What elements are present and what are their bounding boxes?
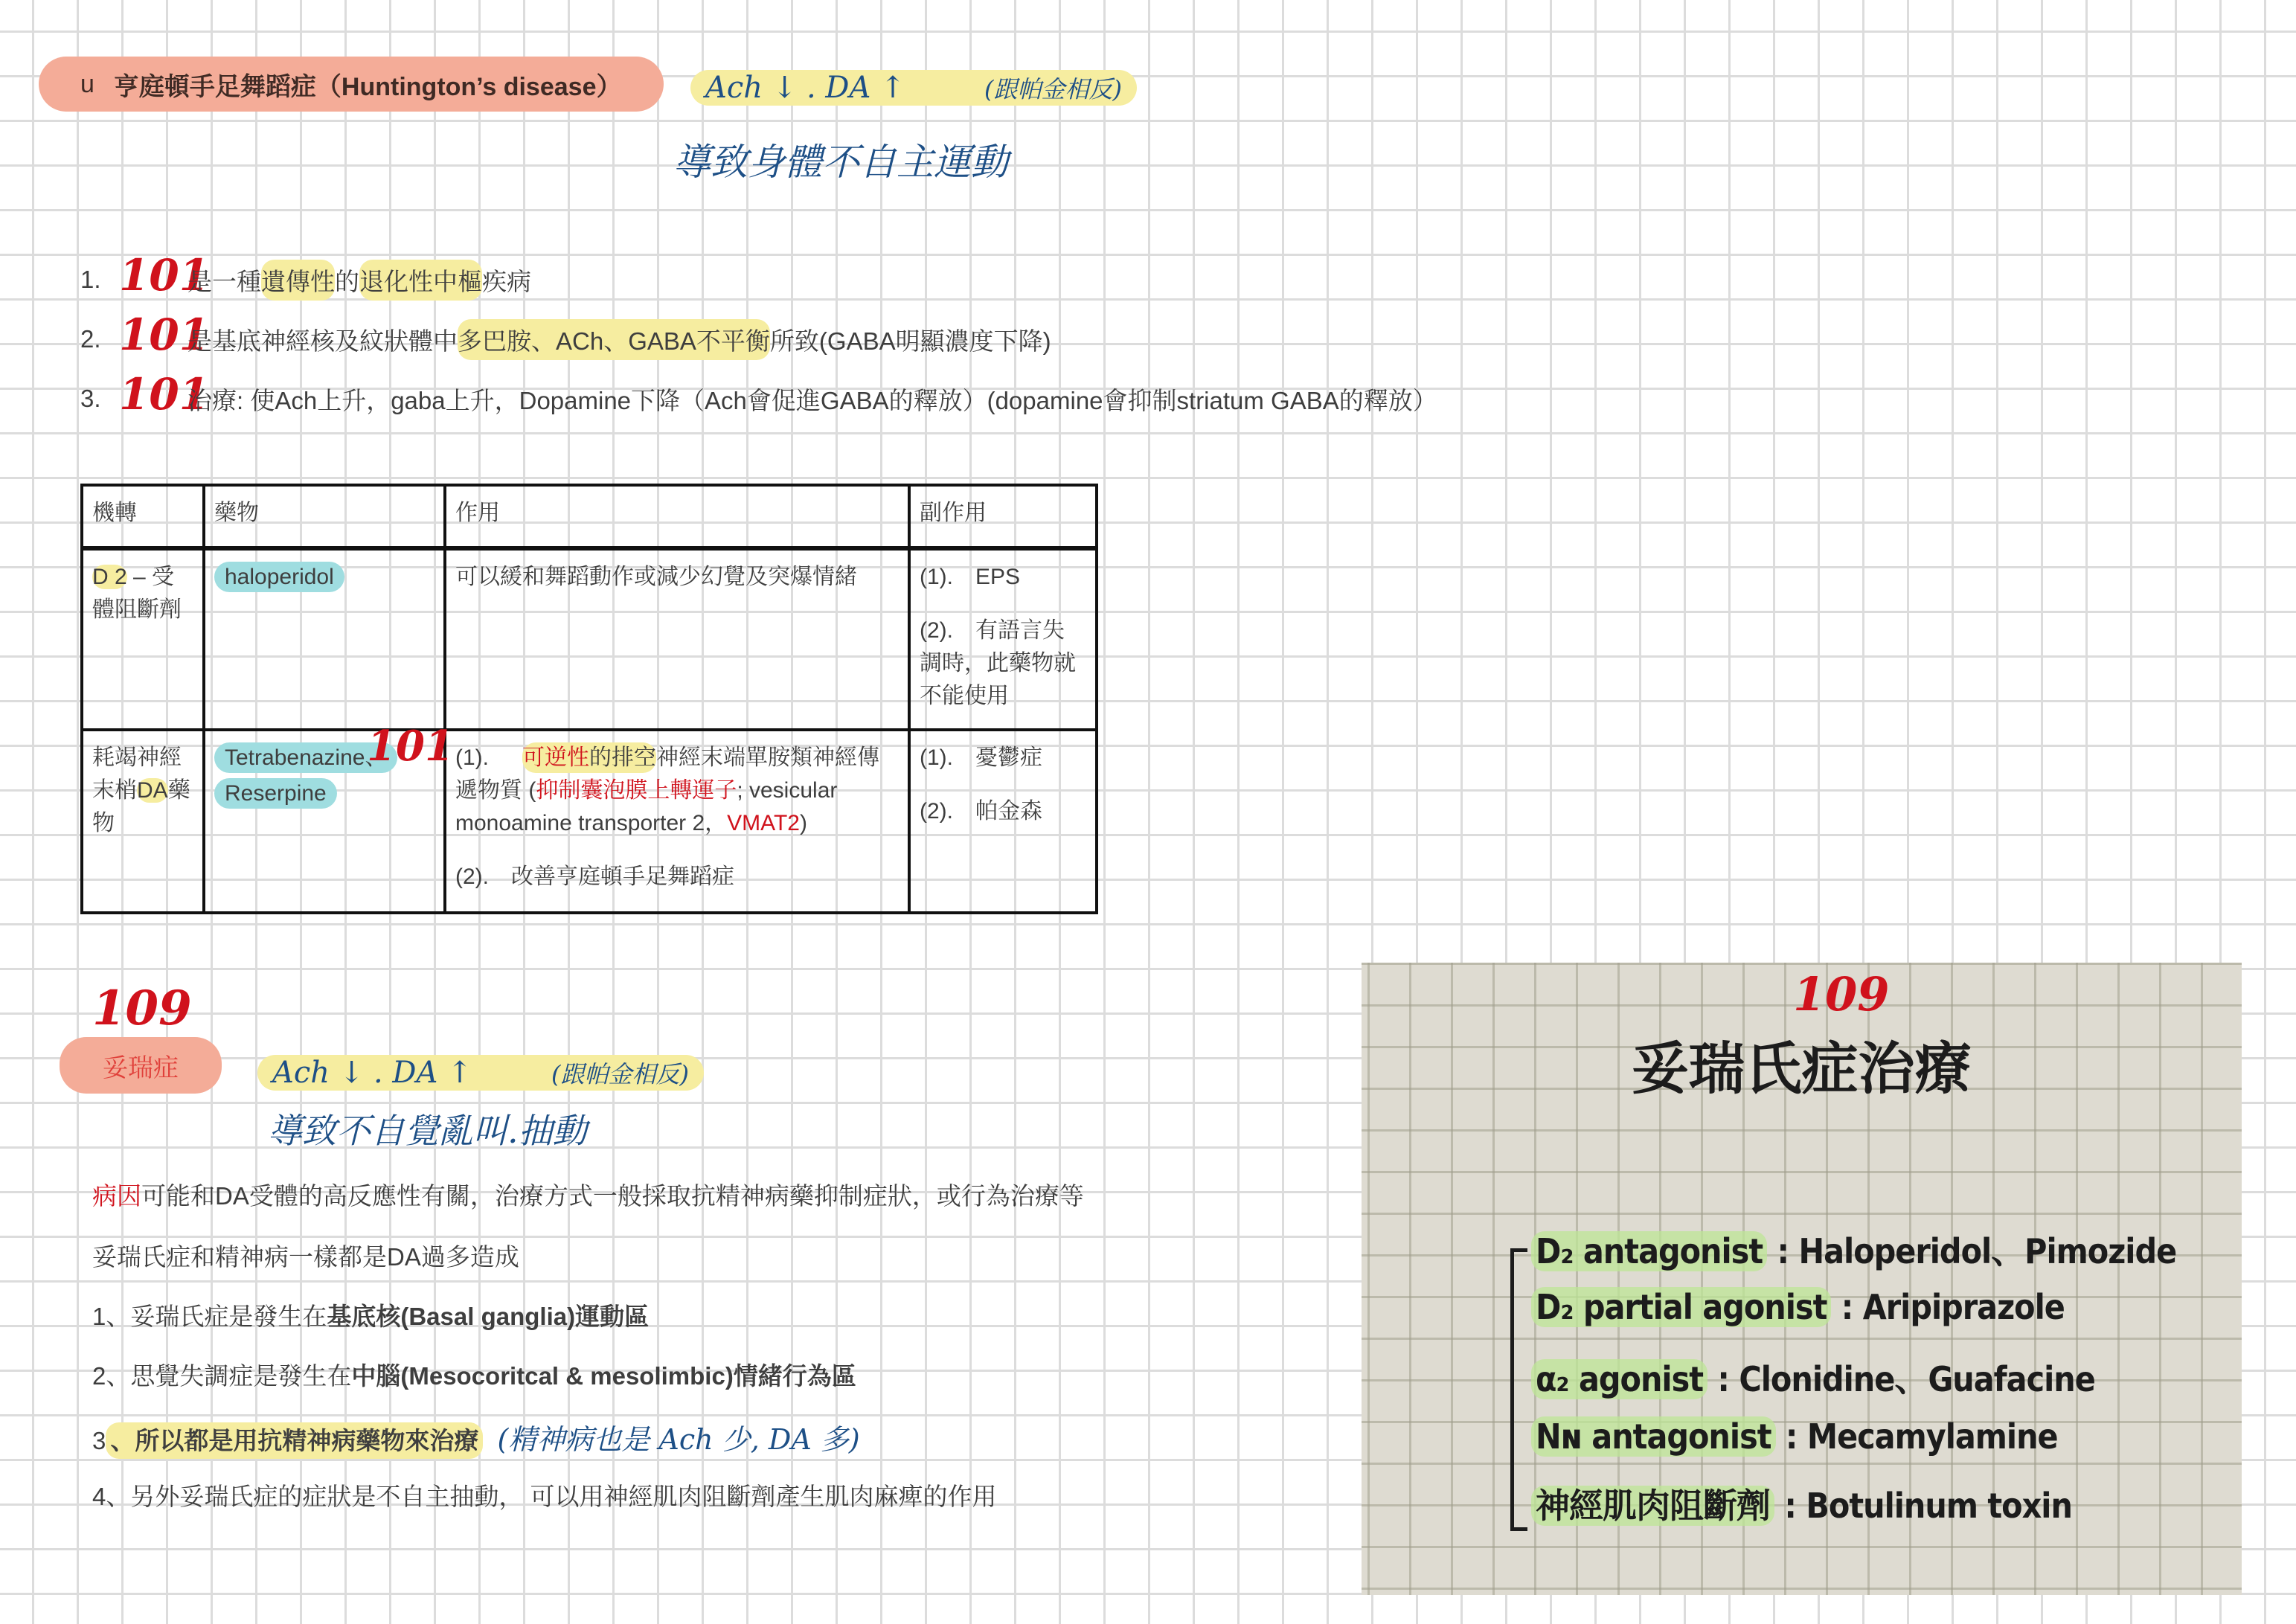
drug-list: : Clonidine、Guafacine [1717,1359,2095,1399]
item-text: 3 [92,1427,106,1454]
huntington-point-1 [80,250,531,301]
exam-year-mark: 101 [367,722,454,771]
annotation-text: Ach ↓ . DA ↑ [705,71,905,105]
title-bullet: u [80,69,94,98]
drug-name: Reserpine [214,778,337,809]
huntington-annotation-sub: 導致身體不自主運動 [673,141,1008,184]
highlight: 退化性中樞 [359,260,482,301]
highlight: 的排空 [589,745,656,770]
tourette-line-2: 妥瑞氏症和精神病一樣都是DA過多造成 [92,1243,519,1271]
tourette-item-4: 4、另外妥瑞氏症的症狀是不自主抽動， 可以用神經肌肉阻斷劑產生肌肉麻痺的作用 [92,1483,997,1510]
tourette-item-3 [92,1416,860,1457]
point-text: 的 [335,267,359,295]
effect-text: 神經末端單胺類神經傳遞物質 ( [455,745,879,803]
tourette-item-2 [92,1357,856,1392]
point-text: 是一種 [187,267,261,295]
drug-class: D₂ partial agonist [1531,1287,1831,1327]
tourette-cause [92,1177,1084,1212]
drug-class: Nɴ antagonist [1531,1416,1776,1457]
bracket-line [1510,1248,1527,1531]
cell-effect [445,730,909,913]
cause-text: 可能和DA受體的高反應性有關，治療方式一般採取抗精神病藥抑制症狀，或行為治療等 [141,1182,1084,1210]
item-bold: 基底核(Basal ganglia)運動區 [327,1303,650,1330]
tourette-treatment-photo [1362,963,2242,1595]
handwritten-note: (精神病也是 Ach 少, DA 多) [497,1423,860,1456]
exam-year-mark: 101 [119,369,210,420]
highlight: DA [137,778,168,803]
table-row [82,548,1097,730]
header-drug: 藥物 [204,485,445,548]
effect-item: (2). 改善亨庭頓手足舞蹈症 [455,864,734,889]
header-effect: 作用 [445,485,909,548]
mechanism-text: 耗竭神經末梢 [92,745,182,803]
drug-list: : Botulinum toxin [1784,1486,2072,1526]
table-header-row [82,485,1097,548]
photo-row [1531,1287,2065,1327]
cell-effect: 可以緩和舞蹈動作或減少幻覺及突爆情緒 [445,548,909,730]
tourette-title: 妥瑞症 [103,1053,179,1082]
header-side-effect: 副作用 [909,485,1097,548]
tourette-annotation [257,1055,704,1091]
huntington-title: 亨庭頓手足舞蹈症（Huntington’s disease） [113,72,622,101]
point-number: 1. [80,266,101,293]
photo-exam-mark: 109 [1793,967,1890,1021]
item-text: 2、思覺失調症是發生在 [92,1362,352,1390]
point-number: 2. [80,325,101,353]
photo-row [1531,1352,2095,1402]
highlight: 遺傳性 [261,260,335,301]
photo-title: 妥瑞氏症治療 [1632,1036,1972,1102]
cell-drug [204,548,445,730]
red-text: 抑制囊泡膜上轉運子 [536,778,737,803]
effect-text: ) [799,811,807,835]
annotation-text: Ach ↓ . DA ↑ [272,1056,472,1090]
side-effect-item: (2). 帕金森 [920,799,1042,824]
point-text: 所致(GABA明顯濃度下降) [769,327,1051,355]
effect-item [455,742,899,840]
huntington-title-pill [39,57,664,112]
huntington-annotation [690,70,1137,106]
drug-list: : Haloperidol、Pimozide [1777,1231,2177,1271]
side-effect-item: (2). 有語言失調時，此藥物就不能使用 [920,618,1076,708]
drug-list: : Aripiprazole [1841,1287,2065,1327]
side-effect-item: (1). EPS [920,565,1021,589]
cell-mechanism [82,548,204,730]
drug-class: α₂ agonist [1531,1359,1707,1399]
header-mechanism: 機轉 [82,485,204,548]
point-text: 治療: 使Ach上升，gaba上升，Dopamine下降（Ach會促進GABA的釋放）(dopamine會抑制striatum GABA的釋放） [187,386,1437,414]
table-row [82,730,1097,913]
highlight: 多巴胺、ACh、GABA不平衡 [458,319,770,360]
highlight: D 2 [92,565,127,589]
photo-row [1531,1479,2072,1528]
red-text: VMAT2 [727,811,800,835]
tourette-annotation-sub: 導致不自覺亂叫.抽動 [268,1111,587,1151]
side-effect-item: (1). 憂鬱症 [920,745,1042,770]
point-text: 是基底神經核及紋狀體中 [187,327,458,355]
mechanism-text: 藥物 [92,778,190,835]
red-text: 可逆性 [522,745,589,770]
item-text: 1、妥瑞氏症是發生在 [92,1303,327,1330]
exam-year-mark: 101 [119,250,210,301]
huntington-point-3 [80,369,1437,420]
effect-text: ; vesicular monoamine transporter 2， [455,778,838,835]
item-bold: 中腦(Mesocoritcal & mesolimbic)情緒行為區 [351,1362,856,1390]
photo-row [1531,1416,2058,1457]
drug-name: haloperidol [214,562,344,592]
annotation-note: (跟帕金相反) [984,75,1122,103]
mechanism-text: – 受體阻斷劑 [92,565,182,622]
annotation-note: (跟帕金相反) [551,1060,689,1088]
drug-name: Tetrabenazine、 [214,742,397,773]
cell-side-effect [909,730,1097,913]
tourette-item-1 [92,1297,649,1332]
huntington-point-2 [80,309,1051,360]
photo-row [1531,1225,2176,1274]
exam-year-mark: 101 [119,309,210,360]
cell-side-effect [909,548,1097,730]
drug-list: : Mecamylamine [1785,1416,2058,1457]
drug-class: 神經肌肉阻斷劑 [1531,1486,1774,1526]
item-number: (1). [455,745,489,770]
point-number: 3. [80,385,101,412]
cause-label: 病因 [92,1182,141,1210]
tourette-exam-mark: 109 [92,981,192,1036]
point-text: 疾病 [482,267,531,295]
cell-drug [204,722,454,913]
cell-mechanism [82,730,204,913]
tourette-title-pill [60,1037,222,1094]
highlight: 、所以都是用抗精神病藥物來治療 [106,1422,483,1459]
drug-class: D₂ antagonist [1531,1231,1767,1271]
drug-table [80,484,1098,914]
